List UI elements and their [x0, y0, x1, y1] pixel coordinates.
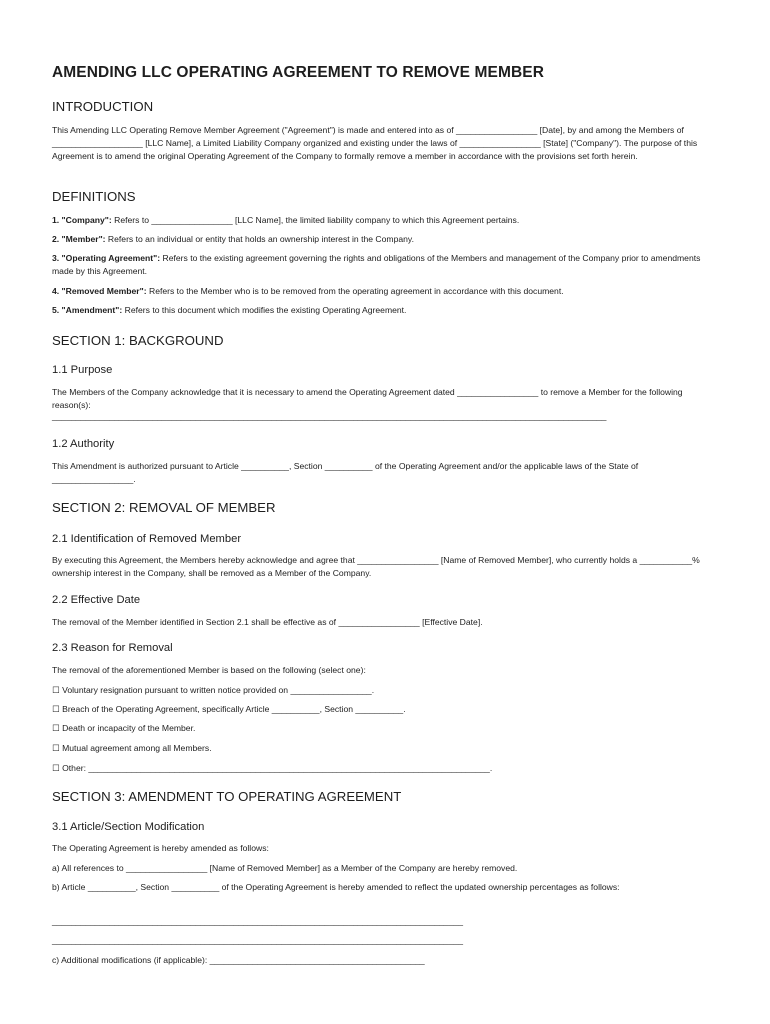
definition-term: 4. "Removed Member":	[52, 286, 147, 296]
definition-text: Refers to _________________ [LLC Name], the limited liability company to which this Agreement pertains.	[111, 215, 520, 225]
section2-1-text: By executing this Agreement, the Members hereby acknowledge and agree that _________________ [Name of Removed Member], who currently holds a ___________% ownership interest in the Company, shall be removed as a Member of the Company.	[52, 555, 700, 578]
modification-b: b) Article __________, Section __________ of the Operating Agreement is hereby amended to reflect the updated ownership percentages as follows:	[52, 882, 620, 892]
introduction-text: This Amending LLC Operating Remove Member Agreement ("Agreement") is made and entered into as of _________________ [Date], by and among the Members of ___________________ [LLC Name], a Limited Liability Company organized and existing under the laws of _________________ [State] ("Company"). The purpose of this Agreement is to amend the original Operating Agreement of the Company to formally remove a member in accordance with the provisions set forth herein.	[52, 125, 698, 161]
section3-1-intro: The Operating Agreement is hereby amended as follows:	[52, 843, 269, 853]
document-title: AMENDING LLC OPERATING AGREEMENT TO REMOVE MEMBER	[52, 64, 545, 81]
definition-item	[52, 285, 720, 298]
reason-option-checkbox[interactable]: ☐ Death or incapacity of the Member.	[52, 723, 196, 733]
definition-term: 3. "Operating Agreement":	[52, 253, 161, 263]
section1-2-text: This Amendment is authorized pursuant to Article __________, Section __________ of the Operating Agreement and/or the applicable laws of the State of _________________.	[52, 461, 639, 484]
section2-3-intro: The removal of the aforementioned Member is based on the following (select one):	[52, 665, 366, 675]
reason-blank-line: ____________________________________________________________________________________________________________________	[52, 411, 607, 421]
definition-item	[52, 214, 720, 227]
section3-1-heading: 3.1 Article/Section Modification	[52, 821, 205, 833]
definition-text: Refers to the existing agreement governing the rights and obligations of the Members and management of the Company prior to amendments made by this Agreement.	[52, 253, 701, 276]
definition-text: Refers to an individual or entity that holds an ownership interest in the Company.	[105, 234, 414, 244]
definitions-heading: DEFINITIONS	[52, 189, 136, 204]
reason-option-checkbox[interactable]: ☐ Other: ____________________________________________________________________________________.	[52, 763, 493, 773]
section1-1-heading: 1.1 Purpose	[52, 364, 113, 376]
section2-2-text: The removal of the Member identified in Section 2.1 shall be effective as of _________________ [Effective Date].	[52, 617, 483, 627]
section1-1-text: The Members of the Company acknowledge that it is necessary to amend the Operating Agreement dated _________________ to remove a Member for the following reason(s):	[52, 387, 683, 410]
reason-option-checkbox[interactable]: ☐ Mutual agreement among all Members.	[52, 743, 212, 753]
ownership-blank-line: ______________________________________________________________________________________	[52, 935, 464, 945]
section1-heading: SECTION 1: BACKGROUND	[52, 333, 224, 348]
definition-term: 2. "Member":	[52, 234, 106, 244]
section3-heading: SECTION 3: AMENDMENT TO OPERATING AGREEMENT	[52, 789, 402, 804]
section2-2-heading: 2.2 Effective Date	[52, 594, 141, 606]
introduction-heading: INTRODUCTION	[52, 99, 154, 114]
ownership-blank-line: ______________________________________________________________________________________	[52, 916, 464, 926]
reason-option-checkbox[interactable]: ☐ Breach of the Operating Agreement, specifically Article __________, Section __________.	[52, 704, 406, 714]
section1-2-heading: 1.2 Authority	[52, 438, 115, 450]
definition-item	[52, 304, 720, 317]
definition-term: 5. "Amendment":	[52, 305, 123, 315]
definition-term: 1. "Company":	[52, 215, 112, 225]
modification-a: a) All references to _________________ [Name of Removed Member] as a Member of the Company are hereby removed.	[52, 863, 518, 873]
definition-text: Refers to the Member who is to be removed from the operating agreement in accordance with this document.	[146, 286, 564, 296]
section2-heading: SECTION 2: REMOVAL OF MEMBER	[52, 500, 276, 515]
section2-3-heading: 2.3 Reason for Removal	[52, 642, 173, 654]
reason-option-checkbox[interactable]: ☐ Voluntary resignation pursuant to written notice provided on _________________.	[52, 685, 375, 695]
modification-c: c) Additional modifications (if applicable): _____________________________________________	[52, 955, 425, 965]
definition-text: Refers to this document which modifies the existing Operating Agreement.	[122, 305, 407, 315]
definition-item	[52, 233, 720, 246]
definition-item	[52, 252, 720, 278]
section2-1-heading: 2.1 Identification of Removed Member	[52, 533, 242, 545]
